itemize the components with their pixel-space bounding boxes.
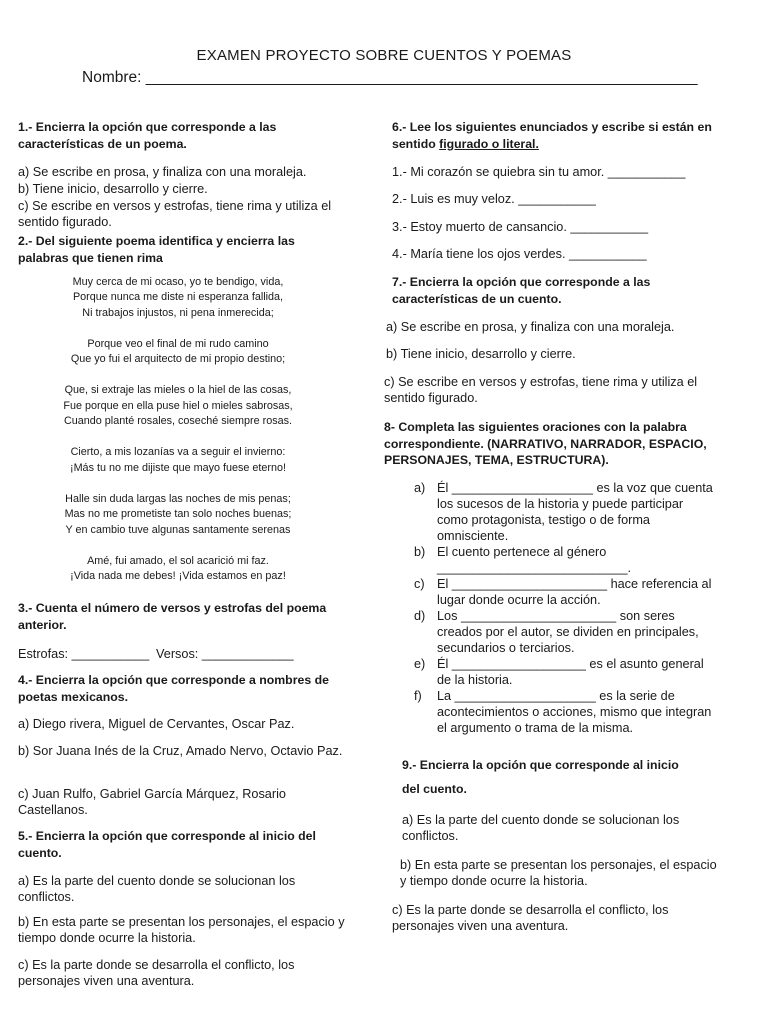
q4-option-b: b) Sor Juana Inés de la Cruz, Amado Nervo, Octavio Paz. [18, 744, 343, 758]
q8-prompt: 8- Completa las siguientes oraciones con la palabra correspondiente. (NARRATIVO, NARRADOR, ESPACIO, PERSONAJES, TEMA, ESTRUCTURA). [384, 420, 707, 467]
q9-prompt-line-2: del cuento. [402, 782, 467, 796]
q9-option-b: b) En esta parte se presentan los personajes, el espacio y tiempo donde ocurre la historia. [400, 858, 717, 888]
poem-verse: Ni trabajos injustos, ni pena inmerecida; [82, 306, 274, 319]
poem-stanza [18, 275, 338, 321]
q1-option-b: b) Tiene inicio, desarrollo y cierre. [18, 182, 208, 196]
name-field-line: Nombre: ________________________________________________________________ [82, 69, 698, 86]
poem-verse: Y en cambio tuve algunas santamente serenas [65, 523, 291, 536]
q8-item-d: d) Los ______________________ son seres creados por el autor, se dividen en principales, secundarios o terciarios. [414, 609, 699, 655]
q1-option-a: a) Se escribe en prosa, y finaliza con una moraleja. [18, 165, 307, 179]
q6-item-1: 1.- Mi corazón se quiebra sin tu amor. ___________ [392, 165, 686, 179]
poem-stanza [18, 554, 338, 585]
poem-verse: Muy cerca de mi ocaso, yo te bendigo, vida, [72, 276, 284, 288]
exam-title: EXAMEN PROYECTO SOBRE CUENTOS Y POEMAS [196, 47, 572, 64]
poem-verse: Porque nunca me diste ni esperanza fallida, [72, 291, 284, 304]
q4-prompt: 4.- Encierra la opción que corresponde a nombres de poetas mexicanos. [18, 673, 329, 704]
poem-stanza [18, 337, 338, 368]
poem-verse: Fue porque en ella puse hiel o mieles sabrosas, [63, 399, 293, 412]
poem-stanza [18, 383, 338, 429]
poem-verse: Porque veo el final de mi rudo camino [87, 337, 269, 350]
q6-item-2: 2.- Luis es muy veloz. ___________ [392, 192, 596, 206]
poem-verse: Halle sin duda largas las noches de mis penas; [65, 492, 291, 505]
q4-option-a: a) Diego rivera, Miguel de Cervantes, Oscar Paz. [18, 717, 295, 731]
q3-estrofas-blank: Estrofas: ___________ [18, 647, 150, 661]
q8-item-f: f) La ____________________ es la serie de acontecimientos o acciones, mismo que integran el argumento o trama de la misma. [414, 689, 712, 735]
q9-option-c: c) Es la parte donde se desarrolla el conflicto, los personajes viven una aventura. [392, 903, 669, 933]
poem [18, 275, 338, 600]
poem-stanza [18, 445, 338, 476]
q8-item-c: c) El ______________________ hace referencia al lugar donde ocurre la acción. [414, 577, 712, 607]
q1-prompt: 1.- Encierra la opción que corresponde a las características de un poema. [18, 120, 277, 151]
poem-verse: Cierto, a mis lozanías va a seguir el invierno: [70, 446, 286, 459]
q6-item-4: 4.- María tiene los ojos verdes. ___________ [392, 247, 647, 261]
q7-prompt: 7.- Encierra la opción que corresponde a las características de un cuento. [392, 275, 651, 306]
poem-stanza [18, 492, 338, 538]
poem-verse: ¡Vida nada me debes! ¡Vida estamos en paz! [70, 570, 286, 583]
q8-list [384, 480, 714, 736]
poem-verse: ¡Más tu no me dijiste que mayo fuese eterno! [69, 461, 287, 474]
q7-option-b: b) Tiene inicio, desarrollo y cierre. [386, 347, 576, 361]
q9-prompt-line-1: 9.- Encierra la opción que corresponde al inicio [402, 758, 679, 772]
q9-option-a: a) Es la parte del cuento donde se solucionan los conflictos. [402, 813, 680, 843]
q7-option-a: a) Se escribe en prosa, y finaliza con una moraleja. [386, 320, 675, 334]
q3-versos-blank: Versos: _____________ [156, 647, 294, 661]
poem-verse: Amé, fui amado, el sol acarició mi faz. [87, 554, 269, 567]
q8-item-a: a) Él ____________________ es la voz que cuenta los sucesos de la historia y puede participar como protagonista, testigo o de forma omnisciente. [414, 481, 713, 543]
q8-item-b: b) El cuento pertenece al género ___________________________. [414, 545, 632, 575]
poem-verse: Cuando planté rosales, coseché siempre rosas. [63, 415, 293, 428]
q1-option-c: c) Se escribe en versos y estrofas, tiene rima y utiliza el sentido figurado. [18, 199, 332, 229]
poem-verse: Que yo fui el arquitecto de mi propio destino; [70, 353, 286, 366]
q5-option-c: c) Es la parte donde se desarrolla el conflicto, los personajes viven una aventura. [18, 958, 295, 988]
q3-prompt: 3.- Cuenta el número de versos y estrofas del poema anterior. [18, 601, 327, 632]
q5-option-a: a) Es la parte del cuento donde se solucionan los conflictos. [18, 874, 296, 904]
q7-option-c: c) Se escribe en versos y estrofas, tiene rima y utiliza el sentido figurado. [384, 375, 698, 405]
q6-item-3: 3.- Estoy muerto de cansancio. ___________ [392, 220, 649, 234]
q6-prompt: 6.- Lee los siguientes enunciados y escribe si están en sentido figurado o literal. [392, 120, 712, 151]
q2-prompt: 2.- Del siguiente poema identifica y encierra las palabras que tienen rima [18, 234, 295, 265]
poem-verse: Que, si extraje las mieles o la hiel de las cosas, [64, 384, 292, 397]
q5-prompt: 5.- Encierra la opción que corresponde al inicio del cuento. [18, 829, 316, 860]
poem-verse: Mas no me prometiste tan solo noches buenas; [64, 508, 292, 521]
q5-option-b: b) En esta parte se presentan los personajes, el espacio y tiempo donde ocurre la historia. [18, 915, 345, 945]
q4-option-c: c) Juan Rulfo, Gabriel García Márquez, Rosario Castellanos. [18, 787, 286, 817]
q8-item-e: e) Él ___________________ es el asunto general de la historia. [414, 657, 704, 687]
